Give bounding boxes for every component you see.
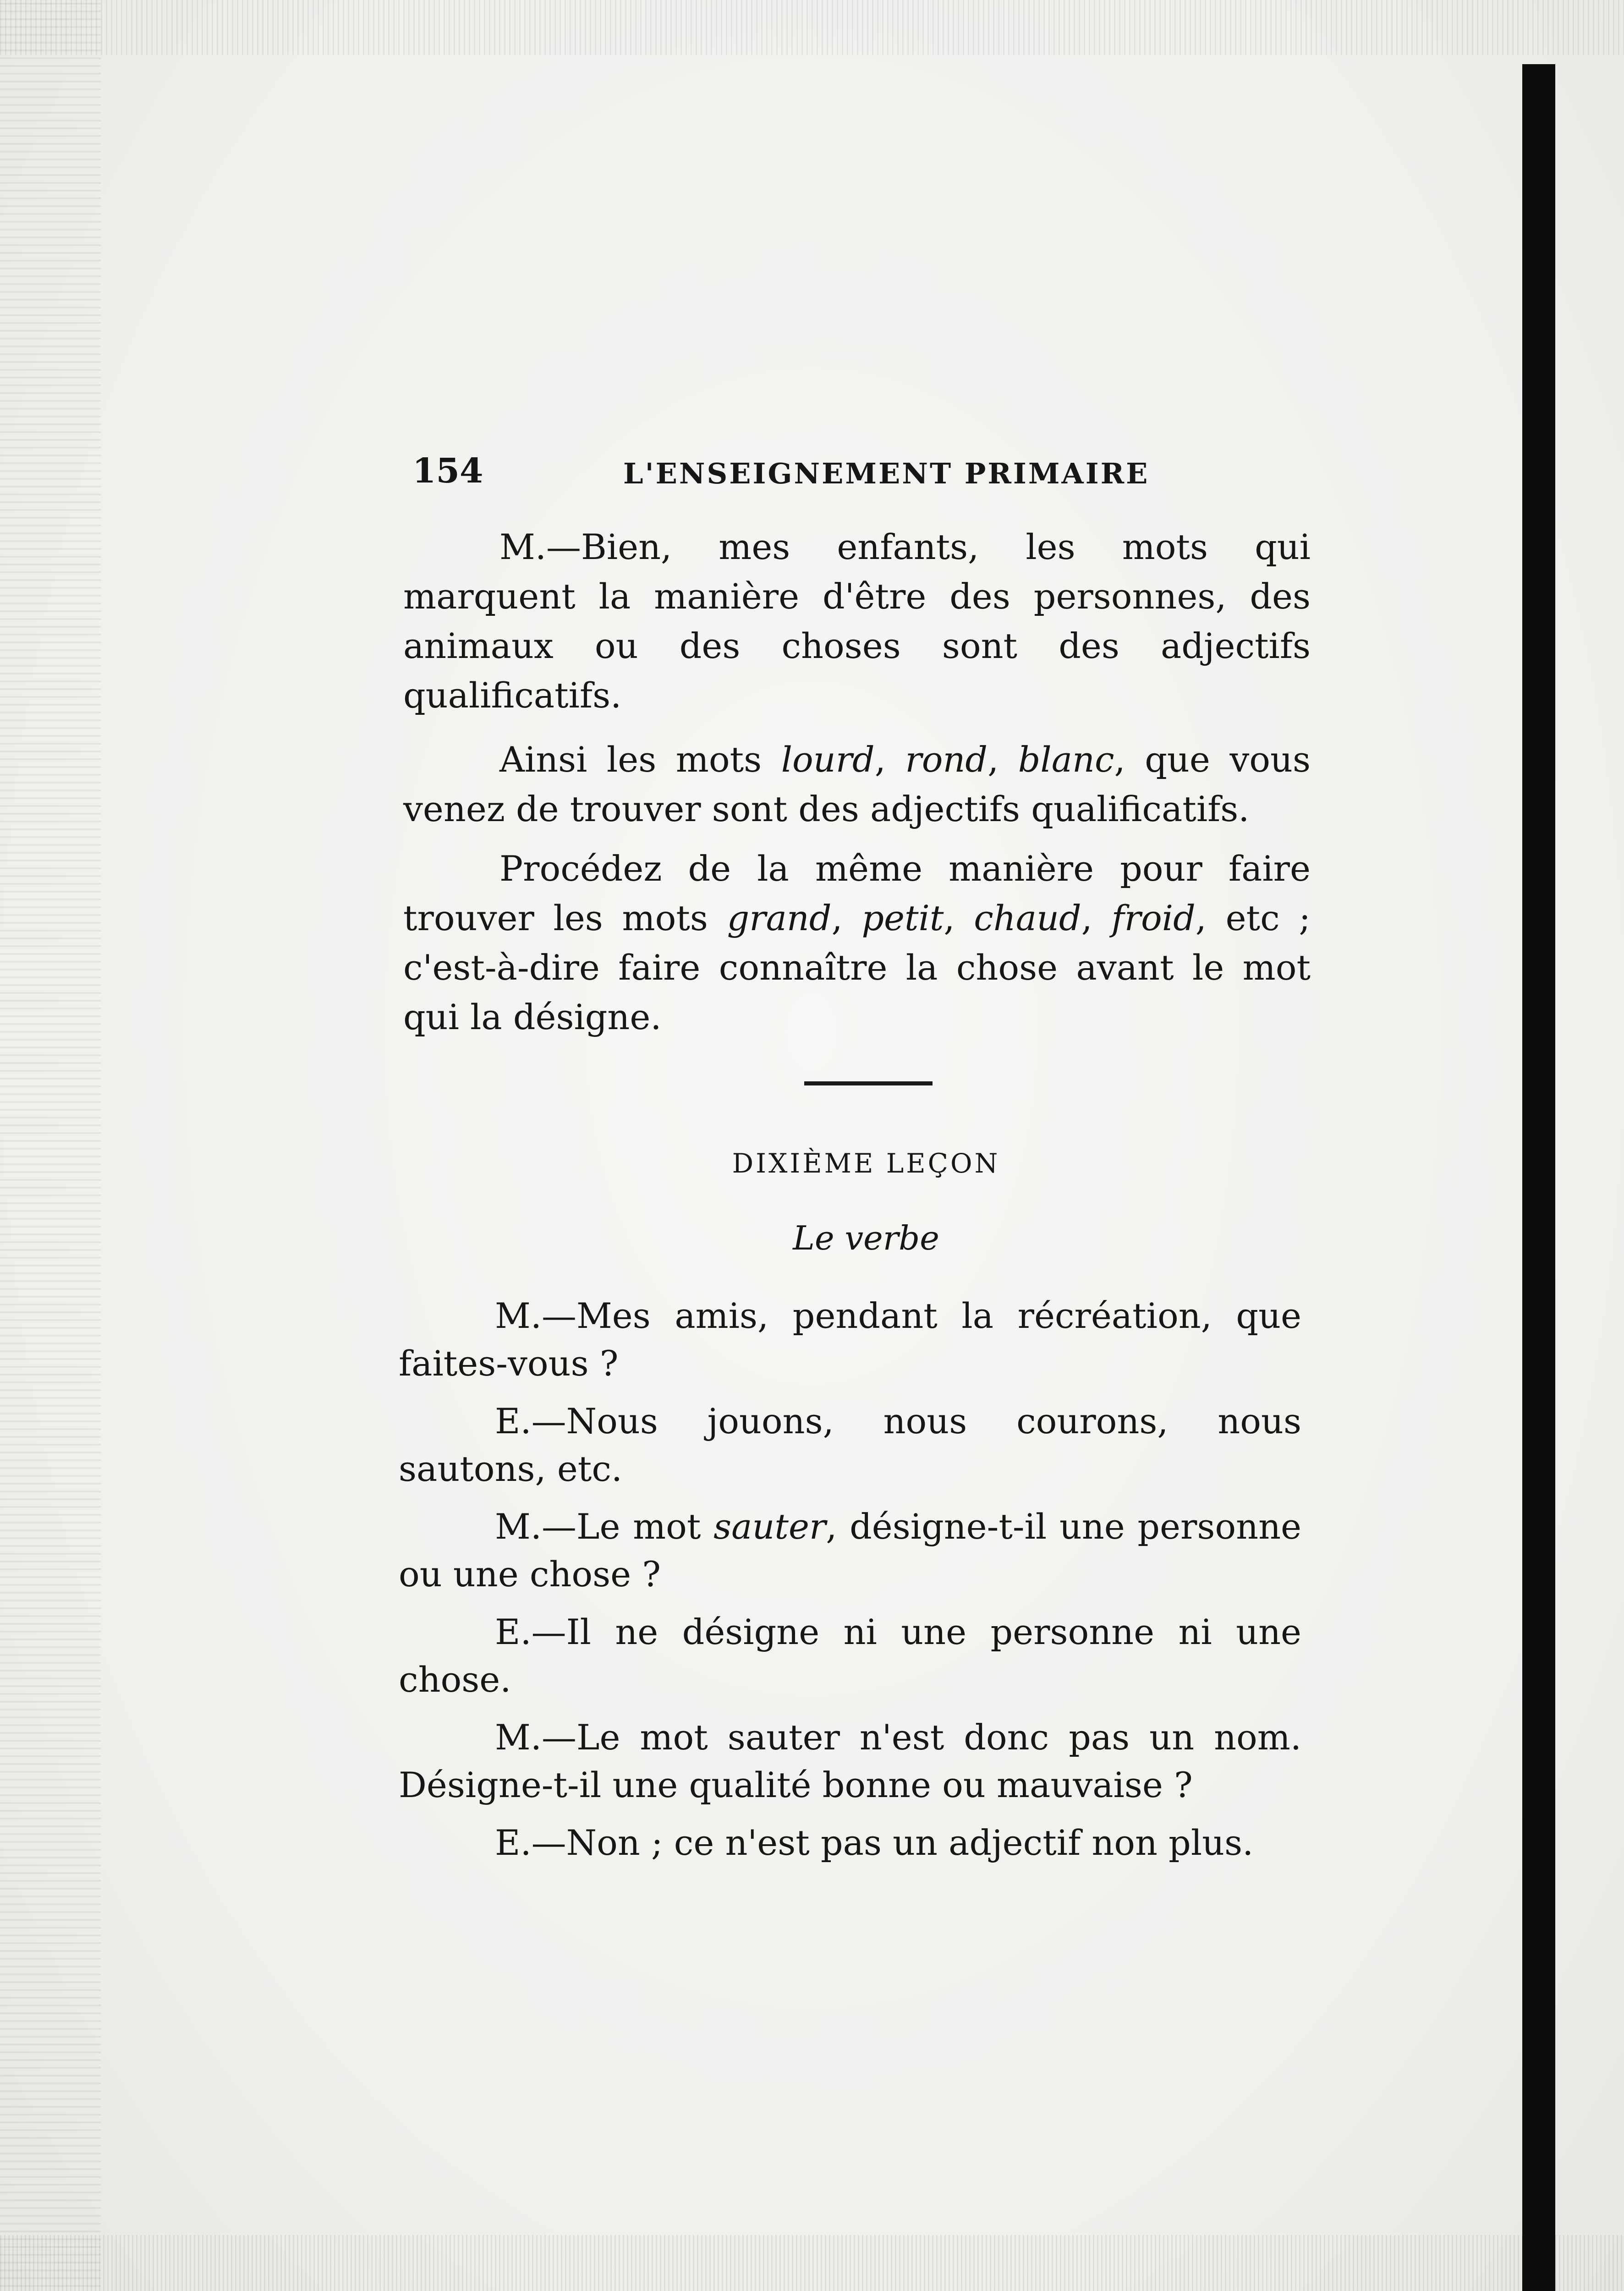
paragraph-text: M.—Le mot sauter n'est donc pas un nom. Désigne-t-il une qualité bonne ou mauvaise ?: [399, 1717, 1301, 1805]
lesson-subtitle: Le verbe: [793, 1219, 939, 1257]
bottom-edge-noise: [0, 2235, 1624, 2291]
paragraph: [403, 735, 1311, 834]
paragraph-text: ,: [831, 898, 862, 938]
italic-word: rond: [905, 739, 988, 780]
paragraph-text: ,: [988, 739, 1018, 780]
paragraph-text: ,: [1081, 898, 1112, 938]
paragraph-text: M.—Mes amis, pendant la récréation, que faites-vous ?: [399, 1295, 1301, 1384]
dialogue-paragraph: [399, 1608, 1301, 1704]
paragraph-text: E.—Non ; ce n'est pas un adjectif non plus.: [495, 1822, 1254, 1863]
dialogue-paragraph: [399, 1819, 1301, 1867]
italic-word: froid: [1111, 898, 1196, 938]
dialogue-paragraph: [399, 1503, 1301, 1598]
top-edge-noise: [0, 0, 1624, 55]
italic-word: grand: [727, 898, 832, 938]
paragraph-text: E.—Nous jouons, nous courons, nous sautons, etc.: [399, 1401, 1301, 1489]
book-spine-shadow: [1522, 64, 1555, 2291]
paragraph-text: M.—Le mot: [495, 1506, 714, 1547]
italic-word: chaud: [974, 898, 1081, 938]
paragraph-text: M.—Bien, mes enfants, les mots qui marquent la manière d'être des personnes, des animaux ou des choses sont des adjectifs qualificatifs.: [403, 526, 1311, 716]
running-head: [412, 451, 1311, 506]
paragraph-text: Procédez de la même manière pour faire trouver les mots: [403, 848, 1311, 938]
italic-word: petit: [861, 898, 944, 938]
page-number: 154: [412, 451, 483, 491]
dialogue-paragraph: [399, 1398, 1301, 1493]
paragraph: [403, 522, 1311, 720]
paragraph-text: ,: [874, 739, 905, 780]
dialogue-paragraph: [399, 1714, 1301, 1809]
paragraph-text: ,: [944, 898, 974, 938]
paragraph-text: , que vous venez de trouver sont des adjectifs qualificatifs.: [403, 739, 1311, 829]
italic-word: blanc: [1018, 739, 1114, 780]
lesson-heading: DIXIÈME LEÇON: [732, 1148, 1000, 1179]
running-title: L'ENSEIGNEMENT PRIMAIRE: [623, 457, 1150, 490]
paragraph: [403, 844, 1311, 1042]
body-text-section-2: [399, 1292, 1301, 1877]
italic-word: sauter: [713, 1506, 826, 1547]
paragraph-text: E.—Il ne désigne ni une personne ni une chose.: [399, 1611, 1301, 1700]
paragraph-text: Ainsi les mots: [499, 739, 781, 780]
paragraph-text: , etc ; c'est-à-dire faire connaître la chose avant le mot qui la désigne.: [403, 898, 1311, 1037]
italic-word: lourd: [781, 739, 875, 780]
dialogue-paragraph: [399, 1292, 1301, 1387]
body-text-section-1: [403, 522, 1311, 1057]
left-edge-noise: [0, 0, 101, 2291]
section-divider: [804, 1081, 933, 1085]
paragraph-text: , désigne-t-il une personne ou une chose ?: [399, 1506, 1301, 1595]
